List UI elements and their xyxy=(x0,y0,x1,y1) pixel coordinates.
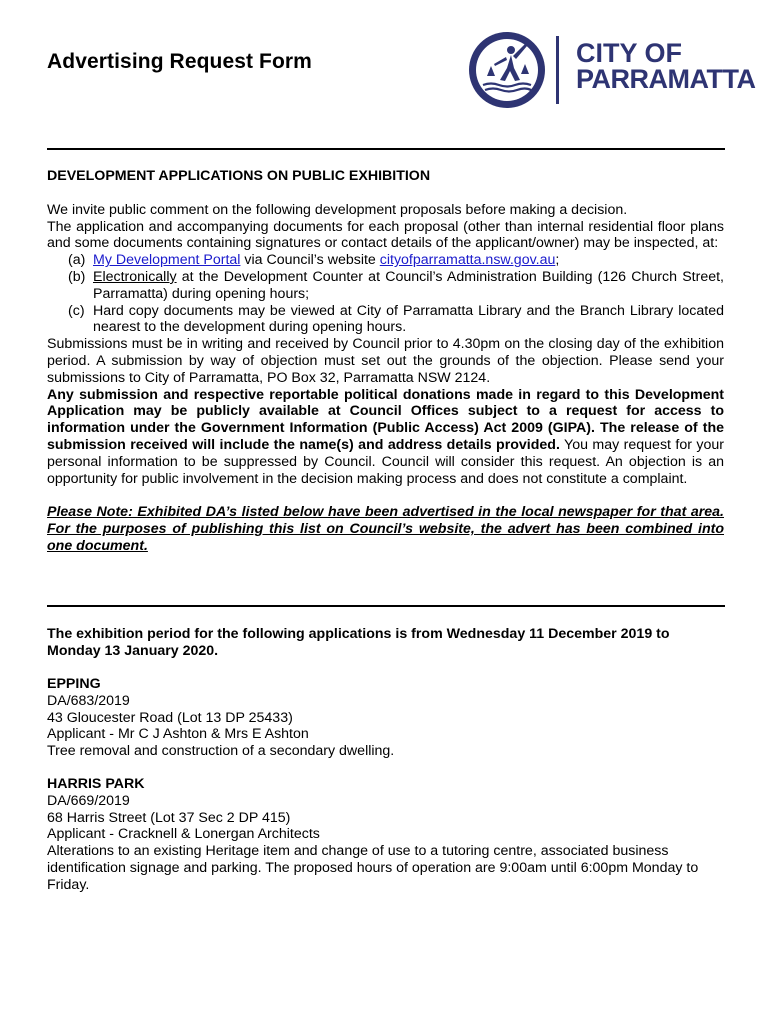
applicant: Applicant - Mr C J Ashton & Mrs E Ashton xyxy=(47,726,309,743)
inspection-list xyxy=(47,252,724,336)
gipa-rest-text: You may request for your personal information to be suppressed by Council. Council will consider this request. An objection is an opportunity for public involvement in the decision making process and does not constitute a complaint. xyxy=(47,436,724,487)
list-item-text: via Council’s website xyxy=(240,252,380,269)
gipa-paragraph xyxy=(47,387,724,488)
council-website-link[interactable]: cityofparramatta.nsw.gov.au xyxy=(379,252,556,269)
council-seal-icon xyxy=(467,30,547,110)
application-epping xyxy=(47,676,724,760)
list-item-text: Hard copy documents may be viewed at City of Parramatta Library and the Branch Library located nearest to the development during opening hours. xyxy=(93,302,724,336)
logo-wordmark xyxy=(576,40,755,92)
da-number: DA/669/2019 xyxy=(47,792,130,809)
list-marker: (c) xyxy=(68,302,85,319)
page-title: Advertising Request Form xyxy=(47,50,312,73)
logo-divider xyxy=(556,36,559,104)
proposal-description: Tree removal and construction of a secondary dwelling. xyxy=(47,743,395,760)
intro-paragraph-2: The application and accompanying documents for each proposal (other than internal residential floor plans and some documents containing signatures or contact details of the applicant/owner) may be inspected, at: xyxy=(47,218,724,252)
list-item-end: ; xyxy=(555,252,560,269)
divider-middle xyxy=(47,605,725,607)
suburb-heading: HARRIS PARK xyxy=(47,776,145,792)
intro-paragraph-1: We invite public comment on the following development proposals before making a decision. xyxy=(47,201,628,218)
logo-line-1: CITY OF xyxy=(576,38,683,68)
list-item xyxy=(47,269,724,303)
intro-section xyxy=(47,168,724,555)
application-harris-park xyxy=(47,776,707,894)
divider-top xyxy=(47,148,725,150)
list-item-text: at the Development Counter at Council’s Administration Building (126 Church Street, Parramatta) during opening hours; xyxy=(93,268,724,302)
my-development-portal-link[interactable]: My Development Portal xyxy=(93,252,241,269)
list-marker: (b) xyxy=(68,268,86,285)
site-address: 43 Gloucester Road (Lot 13 DP 25433) xyxy=(47,709,293,726)
please-note: Please Note: Exhibited DA’s listed below have been advertised in the local newspaper for that area. For the purposes of publishing this list on Council’s website, the advert has been combined into one document. xyxy=(47,504,724,554)
list-item xyxy=(47,252,724,269)
applicant: Applicant - Cracknell & Lonergan Architects xyxy=(47,826,320,843)
city-of-parramatta-logo xyxy=(467,30,757,110)
list-item xyxy=(47,303,724,337)
suburb-heading: EPPING xyxy=(47,676,101,692)
site-address: 68 Harris Street (Lot 37 Sec 2 DP 415) xyxy=(47,809,291,826)
list-marker: (a) xyxy=(68,252,86,269)
section-heading: DEVELOPMENT APPLICATIONS ON PUBLIC EXHIBITION xyxy=(47,168,431,184)
da-number: DA/683/2019 xyxy=(47,692,130,709)
exhibition-section xyxy=(47,626,724,660)
exhibition-period: The exhibition period for the following applications is from Wednesday 11 December 2019 to Monday 13 January 2020. xyxy=(47,626,670,659)
submission-paragraph: Submissions must be in writing and received by Council prior to 4.30pm on the closing day of the exhibition period. A submission by way of objection must set out the grounds of the objection. Please send your submissions to City of Parramatta, PO Box 32, Parramatta NSW 2124. xyxy=(47,336,724,386)
electronically-label: Electronically xyxy=(93,268,177,285)
logo-line-2: PARRAMATTA xyxy=(576,64,756,94)
proposal-description: Alterations to an existing Heritage item and change of use to a tutoring centre, associated business identification signage and parking. The proposed hours of operation are 9:00am until 6:00pm Monday to Friday. xyxy=(47,843,699,893)
gipa-bold-text: Any submission and respective reportable political donations made in regard to this Development Application may be publicly available at Council Offices subject to a request for access to information under the Government Information (Public Access) Act 2009 (GIPA). The release of the submission received will include the name(s) and address details provided. xyxy=(47,386,724,453)
